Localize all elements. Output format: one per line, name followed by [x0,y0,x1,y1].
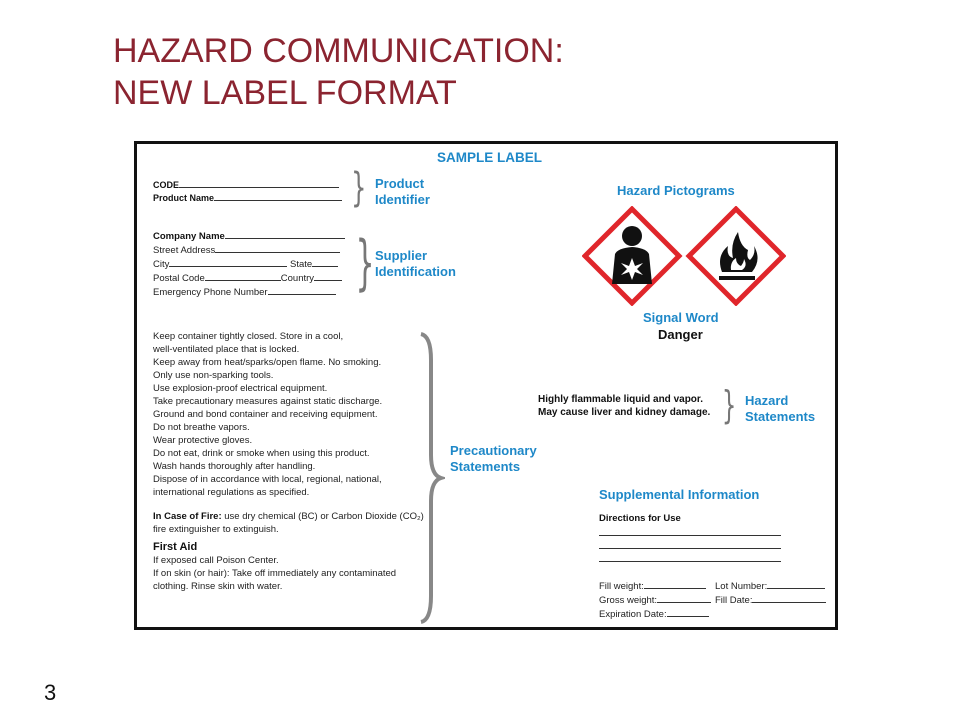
first-aid-line: clothing. Rinse skin with water. [153,581,283,592]
pictograms-heading: Hazard Pictograms [617,183,735,198]
slide-title-line1: HAZARD COMMUNICATION: [113,32,564,70]
signal-word: Danger [658,327,703,342]
supplemental-heading: Supplemental Information [599,487,760,502]
expiration-label: Expiration Date: [599,609,667,620]
page-number: 3 [44,680,57,705]
precautionary-statements-text [153,330,424,593]
product-identifier-caption [375,176,430,208]
company-name-field [153,229,345,243]
gross-weight-label: Gross weight: [599,595,658,606]
lot-number-label: Lot Number: [715,581,768,592]
product-name-label: Product Name [153,193,215,203]
health-hazard-pictogram [585,209,679,303]
first-aid-heading: First Aid [153,541,198,553]
directions-line [599,535,781,536]
hazard-statements-caption [745,393,815,425]
precaution-line: Wash hands thoroughly after handling. [153,461,316,472]
first-aid-line: If on skin (or hair): Take off immediately any contaminated [153,568,397,579]
directions-line [599,561,781,562]
precautionary-brace [415,330,445,626]
supplier-fields [153,229,345,299]
supplier-identification-caption [375,248,456,280]
fill-weight-label: Fill weight: [599,581,644,592]
fill-info-right [715,579,826,607]
first-aid-line: If exposed call Poison Center. [153,555,279,566]
postal-label: Postal Code [153,273,205,284]
precaution-line: Wear protective gloves. [153,435,253,446]
directions-line [599,548,781,549]
in-case-of-fire [153,510,424,523]
country-label: Country [280,273,315,284]
supplier-caption-line2: Identification [375,264,456,279]
precaution-line: Do not eat, drink or smoke when using this product. [153,448,370,459]
sample-label [134,141,838,630]
precautionary-statements-caption [450,443,537,475]
hazard-brace: } [721,383,737,427]
company-name-label: Company Name [153,231,225,242]
precautionary-caption-line2: Statements [450,459,521,474]
hazard-statements-text [538,393,710,419]
fire-text: use dry chemical (BC) or Carbon Dioxide (CO₂) [221,511,424,522]
state-label: State [290,259,313,270]
supplier-caption-line1: Supplier [375,248,428,263]
precaution-line: Ground and bond container and receiving equipment. [153,409,378,420]
label-heading: SAMPLE LABEL [437,150,543,165]
precaution-line: international regulations as specified. [153,487,310,498]
fill-info-left [599,579,711,621]
precaution-line: Dispose of in accordance with local, regional, national, [153,474,382,485]
product-brace: } [351,165,367,211]
precaution-line: well-ventilated place that is locked. [153,344,300,355]
hazard-caption-line1: Hazard [745,393,789,408]
phone-field [153,285,345,299]
precaution-line: Only use non-sparking tools. [153,370,274,381]
signal-word-heading: Signal Word [643,310,719,325]
hazard-pictograms [582,206,786,306]
city-label: City [153,259,170,270]
precaution-line: Keep container tightly closed. Store in a cool, [153,331,344,342]
precaution-line: Keep away from heat/sparks/open flame. No smoking. [153,357,382,368]
slide-title-line2: NEW LABEL FORMAT [113,74,457,112]
slide-title [113,30,564,114]
code-label: CODE [153,180,180,190]
postal-country-field [153,271,345,285]
precautionary-caption-line1: Precautionary [450,443,537,458]
fire-text-line2: fire extinguisher to extinguish. [153,524,279,535]
product-caption-line2: Identifier [375,192,430,207]
precaution-line: Do not breathe vapors. [153,422,250,433]
fill-date-label: Fill Date: [715,595,753,606]
precaution-line: Use explosion-proof electrical equipment. [153,383,328,394]
directions-heading: Directions for Use [599,513,681,524]
street-field [153,243,345,257]
hazard-caption-line2: Statements [745,409,816,424]
product-code-field [153,178,339,192]
fire-heading: In Case of Fire: [153,511,222,522]
supplier-brace: } [355,228,375,298]
city-state-field [153,257,345,271]
hazard-line1: Highly flammable liquid and vapor. [538,394,704,405]
hazard-line2: May cause liver and kidney damage. [538,407,711,418]
product-caption-line1: Product [375,176,425,191]
product-name-field [153,191,342,205]
phone-label: Emergency Phone Number [153,287,268,298]
flame-pictogram [689,209,783,303]
precaution-line: Take precautionary measures against static discharge. [153,396,383,407]
street-label: Street Address [153,245,216,256]
